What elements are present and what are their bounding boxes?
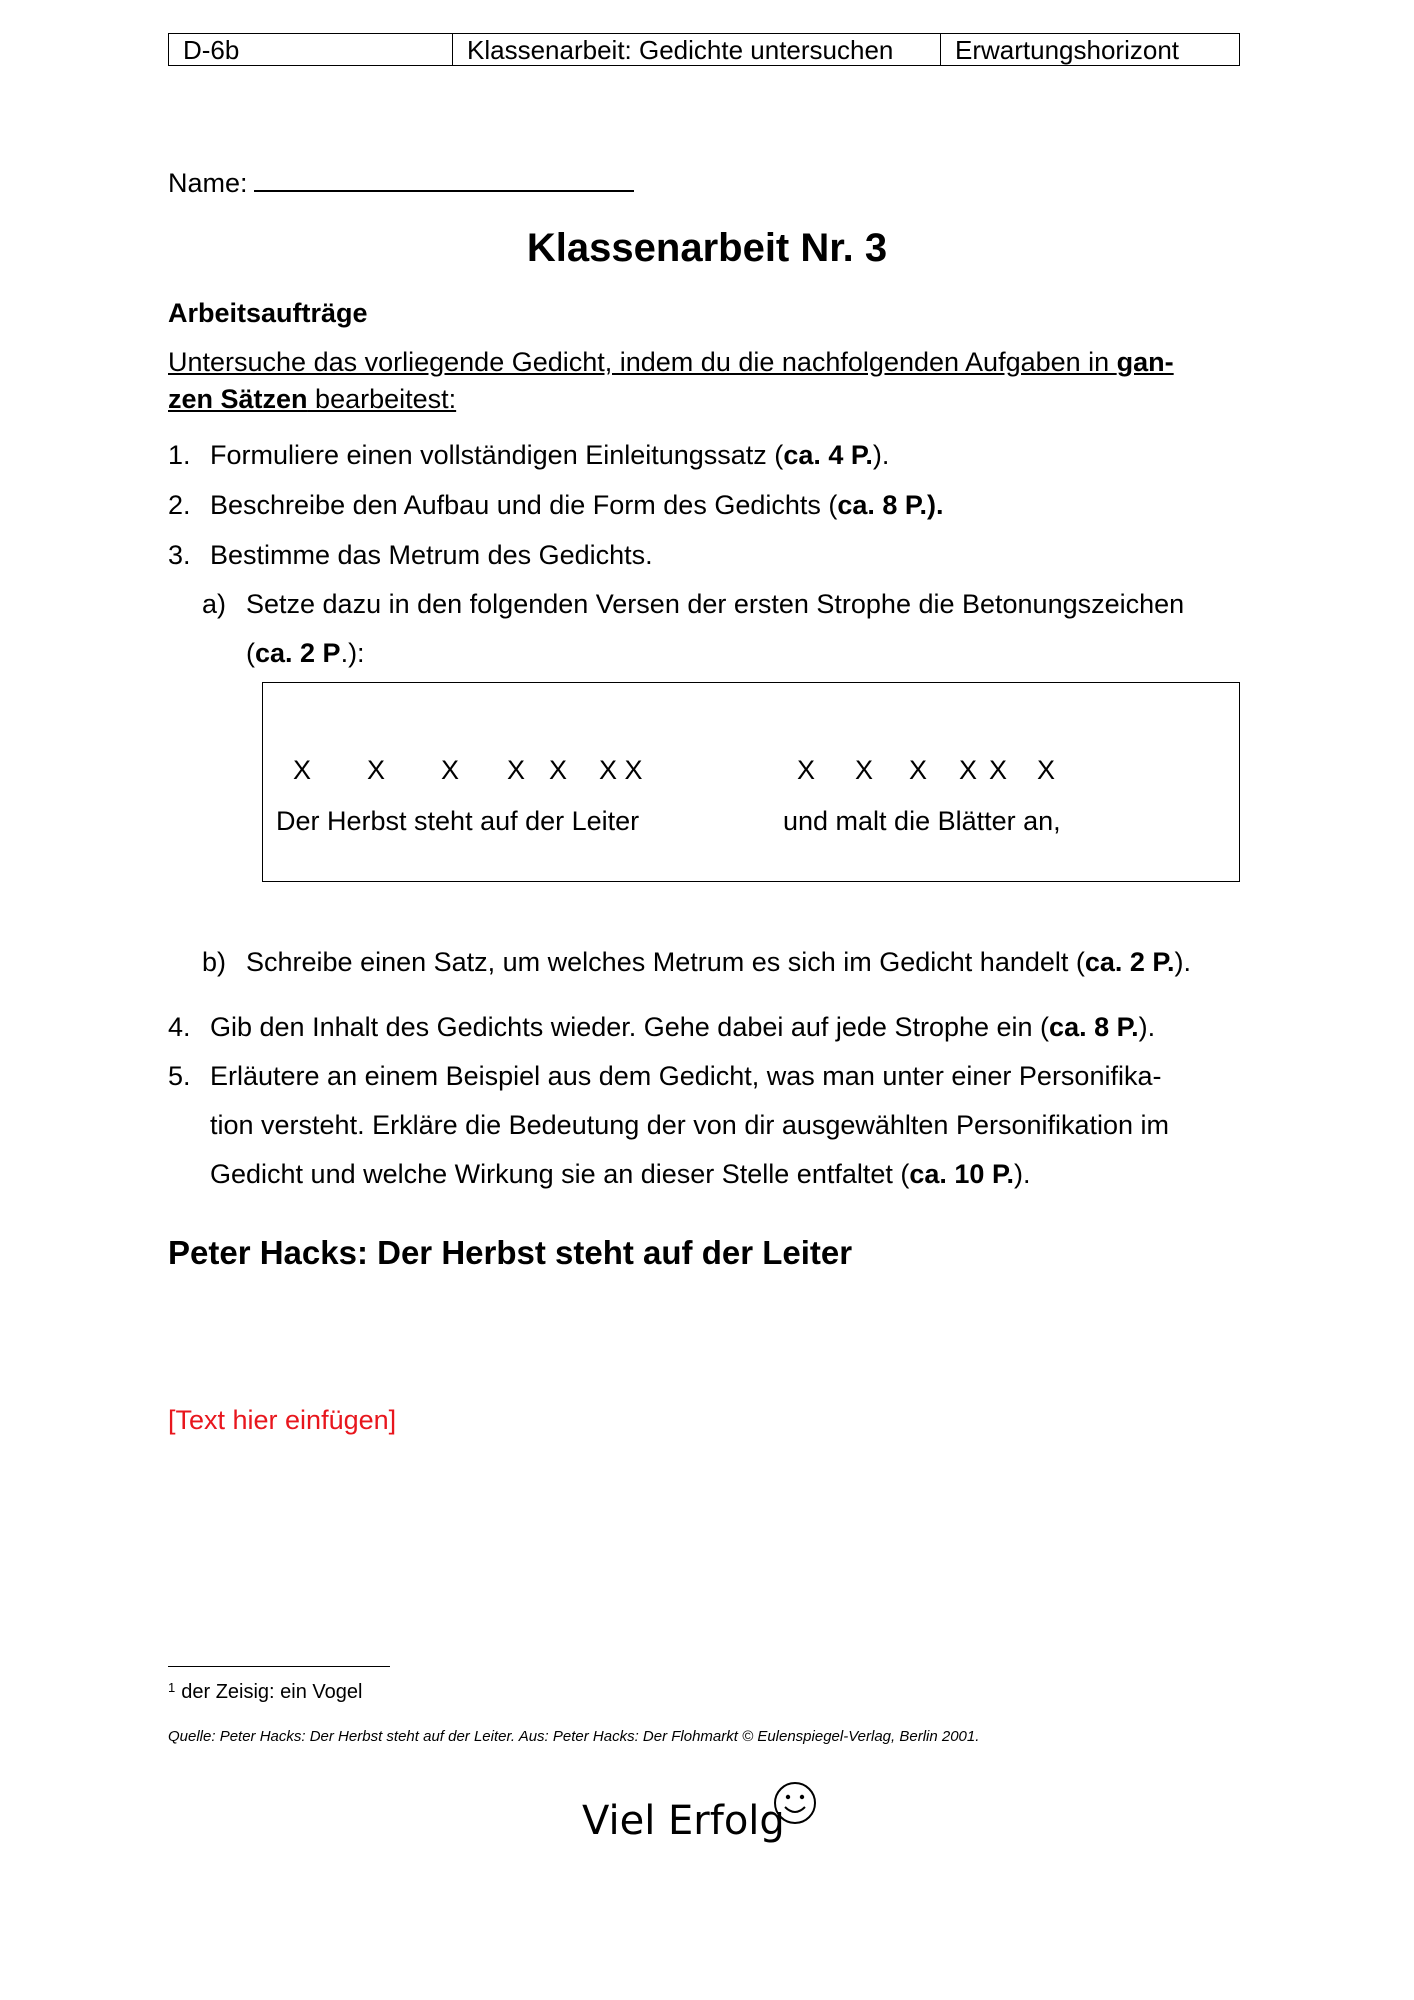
task-text-pre: Gib den Inhalt des Gedichts wieder. Gehe dabei auf jede Strophe ein ( — [210, 1012, 1050, 1042]
footnote-divider — [168, 1666, 390, 1667]
task-points: ca. 2 P. — [1084, 947, 1175, 977]
source-citation: Quelle: Peter Hacks: Der Herbst steht auf der Leiter. Aus: Peter Hacks: Der Flohmarkt © Eulenspiegel-Verlag, Berlin 2001. — [168, 1728, 980, 1745]
header-table — [168, 33, 1240, 66]
stress-mark: X — [367, 755, 386, 785]
task-text-post: ). — [1013, 1159, 1031, 1189]
task-letter: b) — [202, 947, 227, 977]
task-text-pre: ( — [246, 638, 255, 668]
name-blank-line[interactable] — [254, 168, 634, 192]
stress-mark: X — [909, 755, 928, 785]
task-text-post: ). — [872, 440, 890, 470]
stress-mark: X — [441, 755, 460, 785]
task-text-pre: Beschreibe den Aufbau und die Form des Gedichts ( — [210, 490, 838, 520]
task-text-line2 — [246, 635, 365, 672]
task-number: 2. — [168, 490, 191, 520]
stress-mark: X — [507, 755, 526, 785]
verse-line-2: und malt die Blätter an, — [783, 806, 1061, 836]
stress-mark: X — [855, 755, 874, 785]
task-points: ca. 8 P.). — [837, 490, 944, 520]
stress-mark: X — [549, 755, 568, 785]
task-text-line2: tion versteht. Erkläre die Bedeutung der von dir ausgewählten Personifikation im — [210, 1110, 1170, 1140]
stress-mark: X — [293, 755, 312, 785]
verse-line-1: Der Herbst steht auf der Leiter — [276, 806, 640, 836]
intro-bold-1: gan- — [1116, 347, 1174, 377]
task-text-line3 — [210, 1156, 1030, 1193]
task-points: ca. 8 P. — [1049, 1012, 1139, 1042]
task-text-line1: Setze dazu in den folgenden Versen der ersten Strophe die Betonungszeichen — [246, 589, 1185, 619]
task-text — [210, 1009, 1155, 1046]
task-text — [210, 437, 889, 474]
footnote — [168, 1680, 362, 1704]
task-text-line1: Erläutere an einem Beispiel aus dem Gedicht, was man unter einer Personifika- — [210, 1061, 1162, 1091]
stress-mark: X — [959, 755, 978, 785]
intro-bold-2: zen Sätzen — [168, 384, 308, 414]
farewell-text: Viel Erfolg — [582, 1798, 785, 1844]
footnote-mark: 1 — [168, 1680, 176, 1695]
task-number: 3. — [168, 540, 191, 570]
header-type: Erwartungshorizont — [955, 35, 1179, 65]
intro-text-1: Untersuche das vorliegende Gedicht, indem du die nachfolgenden Aufgaben in — [168, 347, 1117, 377]
task-points: ca. 2 P — [255, 638, 341, 668]
task-letter: a) — [202, 589, 227, 619]
task-text-pre: Formuliere einen vollständigen Einleitungssatz ( — [210, 440, 784, 470]
task-text-pre: Gedicht und welche Wirkung sie an dieser Stelle entfaltet ( — [210, 1159, 910, 1189]
task-text-post: ). — [1174, 947, 1191, 977]
task-number: 1. — [168, 440, 191, 470]
poem-placeholder[interactable]: [Text hier einfügen] — [168, 1405, 397, 1435]
task-text — [210, 487, 943, 524]
name-label: Name: — [168, 168, 248, 198]
poem-heading: Peter Hacks: Der Herbst steht auf der Leiter — [168, 1234, 853, 1271]
tasks-heading: Arbeitsaufträge — [168, 298, 368, 328]
header-class: D-6b — [169, 34, 453, 65]
stress-mark: X — [797, 755, 816, 785]
stress-mark: X — [1037, 755, 1056, 785]
task-number: 5. — [168, 1061, 191, 1091]
page-title: Klassenarbeit Nr. 3 — [526, 226, 888, 270]
header-topic: Klassenarbeit: Gedichte untersuchen — [453, 34, 941, 65]
stress-mark: X X — [599, 755, 643, 785]
task-text: Bestimme das Metrum des Gedichts. — [210, 540, 653, 570]
footnote-text: der Zeisig: ein Vogel — [181, 1681, 363, 1703]
task-number: 4. — [168, 1012, 191, 1042]
intro-instruction — [168, 344, 1240, 418]
name-field[interactable] — [168, 168, 634, 199]
task-points: ca. 10 P. — [909, 1159, 1014, 1189]
smiley-face-icon — [772, 1780, 818, 1826]
intro-text-2: bearbeitest: — [307, 384, 457, 414]
meter-answer-box[interactable] — [262, 682, 1240, 882]
task-text-post: .): — [340, 638, 365, 668]
task-text — [246, 944, 1191, 981]
task-text-post: ). — [1138, 1012, 1156, 1042]
task-text-pre: Schreibe einen Satz, um welches Metrum es sich im Gedicht handelt ( — [246, 947, 1085, 977]
stress-mark: X — [989, 755, 1008, 785]
task-points: ca. 4 P. — [783, 440, 873, 470]
